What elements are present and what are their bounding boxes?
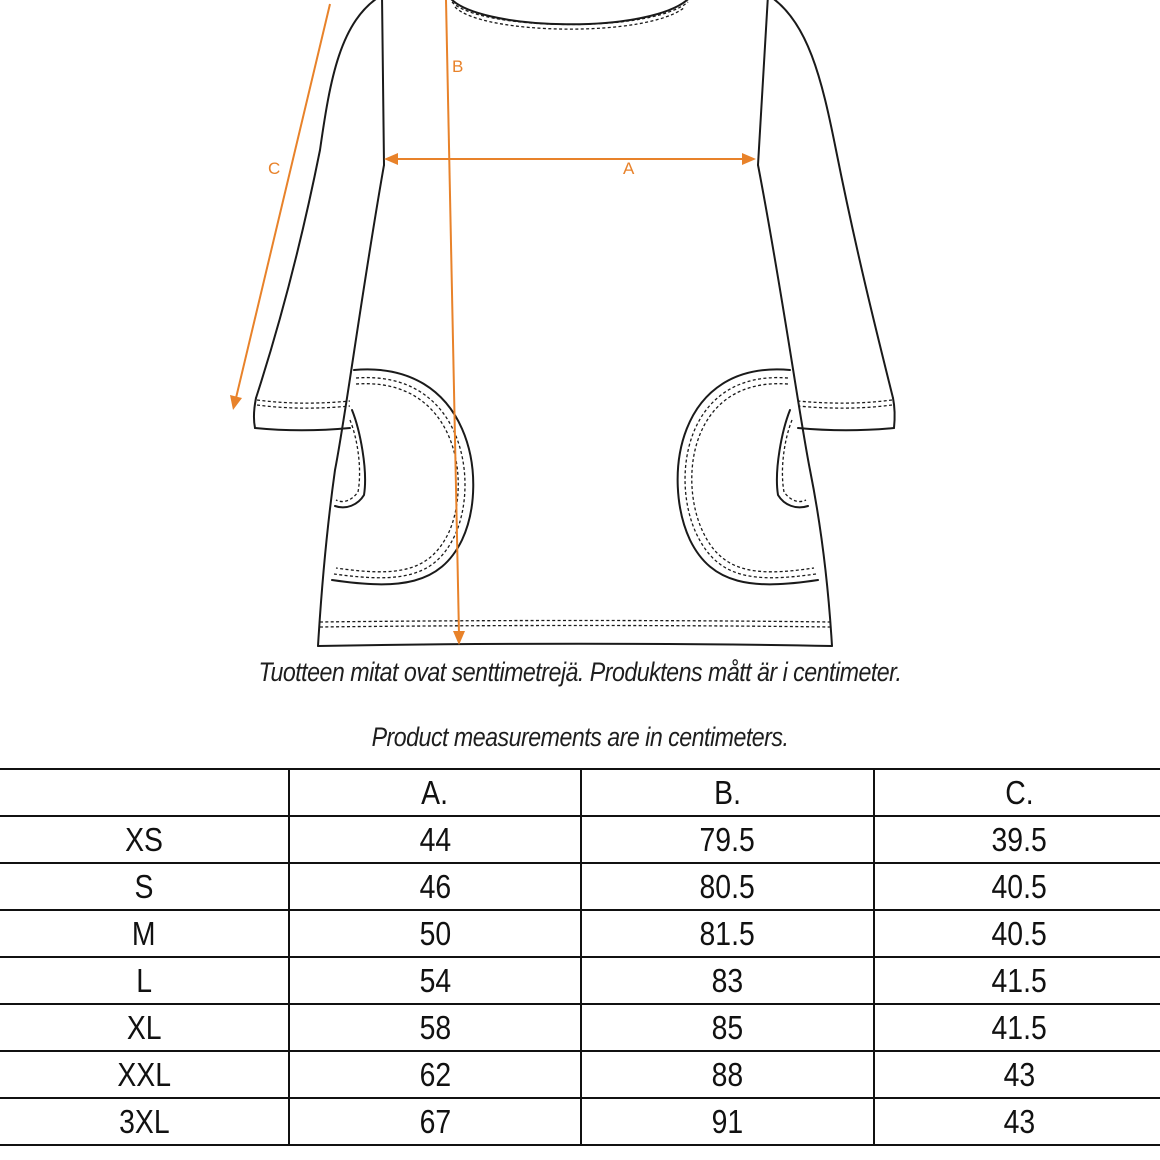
- measure-b-cell: 81.5: [581, 910, 874, 957]
- table-row: [0, 816, 1160, 863]
- right-pocket: [678, 369, 818, 584]
- size-cell: XXL: [0, 1051, 289, 1098]
- header-cell-b: B.: [581, 769, 874, 816]
- measure-a-cell: 58: [289, 1004, 581, 1051]
- measure-b-cell: 91: [581, 1098, 874, 1145]
- table-row: [0, 910, 1160, 957]
- measure-c-line: [230, 4, 330, 410]
- size-cell: L: [0, 957, 289, 1004]
- table-row: [0, 1004, 1160, 1051]
- table-row: [0, 863, 1160, 910]
- measurement-note-en: Product measurements are in centimeters.: [371, 722, 789, 752]
- measure-c-cell: 43: [874, 1051, 1160, 1098]
- measure-a-label: A: [623, 159, 635, 178]
- header-cell-size: [0, 769, 289, 816]
- tunic-outline: [254, 0, 895, 646]
- measure-b-cell: 83: [581, 957, 874, 1004]
- measure-c-cell: 40.5: [874, 863, 1160, 910]
- size-cell: 3XL: [0, 1098, 289, 1145]
- header-cell-c: C.: [874, 769, 1160, 816]
- measure-b-label: B: [452, 57, 464, 76]
- size-table-body: [0, 816, 1160, 1145]
- measure-c-cell: 41.5: [874, 1004, 1160, 1051]
- table-row: [0, 1098, 1160, 1145]
- measure-b-cell: 79.5: [581, 816, 874, 863]
- measure-a-line: [384, 153, 756, 165]
- table-row: [0, 1051, 1160, 1098]
- measure-a-cell: 50: [289, 910, 581, 957]
- size-cell: XL: [0, 1004, 289, 1051]
- measure-a-cell: 62: [289, 1051, 581, 1098]
- table-header-row: [0, 769, 1160, 816]
- measure-a-cell: 46: [289, 863, 581, 910]
- measure-a-cell: 67: [289, 1098, 581, 1145]
- size-table: [0, 768, 1160, 1146]
- size-cell: M: [0, 910, 289, 957]
- measure-a-cell: 44: [289, 816, 581, 863]
- measure-b-cell: 88: [581, 1051, 874, 1098]
- size-cell: XS: [0, 816, 289, 863]
- measurement-note-fi-sv: Tuotteen mitat ovat senttimetrejä. Produktens mått är i centimeter.: [258, 657, 902, 687]
- measure-b-cell: 85: [581, 1004, 874, 1051]
- left-pocket: [332, 369, 473, 584]
- table-row: [0, 957, 1160, 1004]
- measure-b-cell: 80.5: [581, 863, 874, 910]
- measure-c-cell: 41.5: [874, 957, 1160, 1004]
- measure-c-label: C: [268, 159, 281, 178]
- measure-c-cell: 40.5: [874, 910, 1160, 957]
- measure-a-cell: 54: [289, 957, 581, 1004]
- measure-b-line: [446, 0, 465, 645]
- measure-c-cell: 39.5: [874, 816, 1160, 863]
- size-cell: S: [0, 863, 289, 910]
- measure-c-cell: 43: [874, 1098, 1160, 1145]
- header-cell-a: A.: [289, 769, 581, 816]
